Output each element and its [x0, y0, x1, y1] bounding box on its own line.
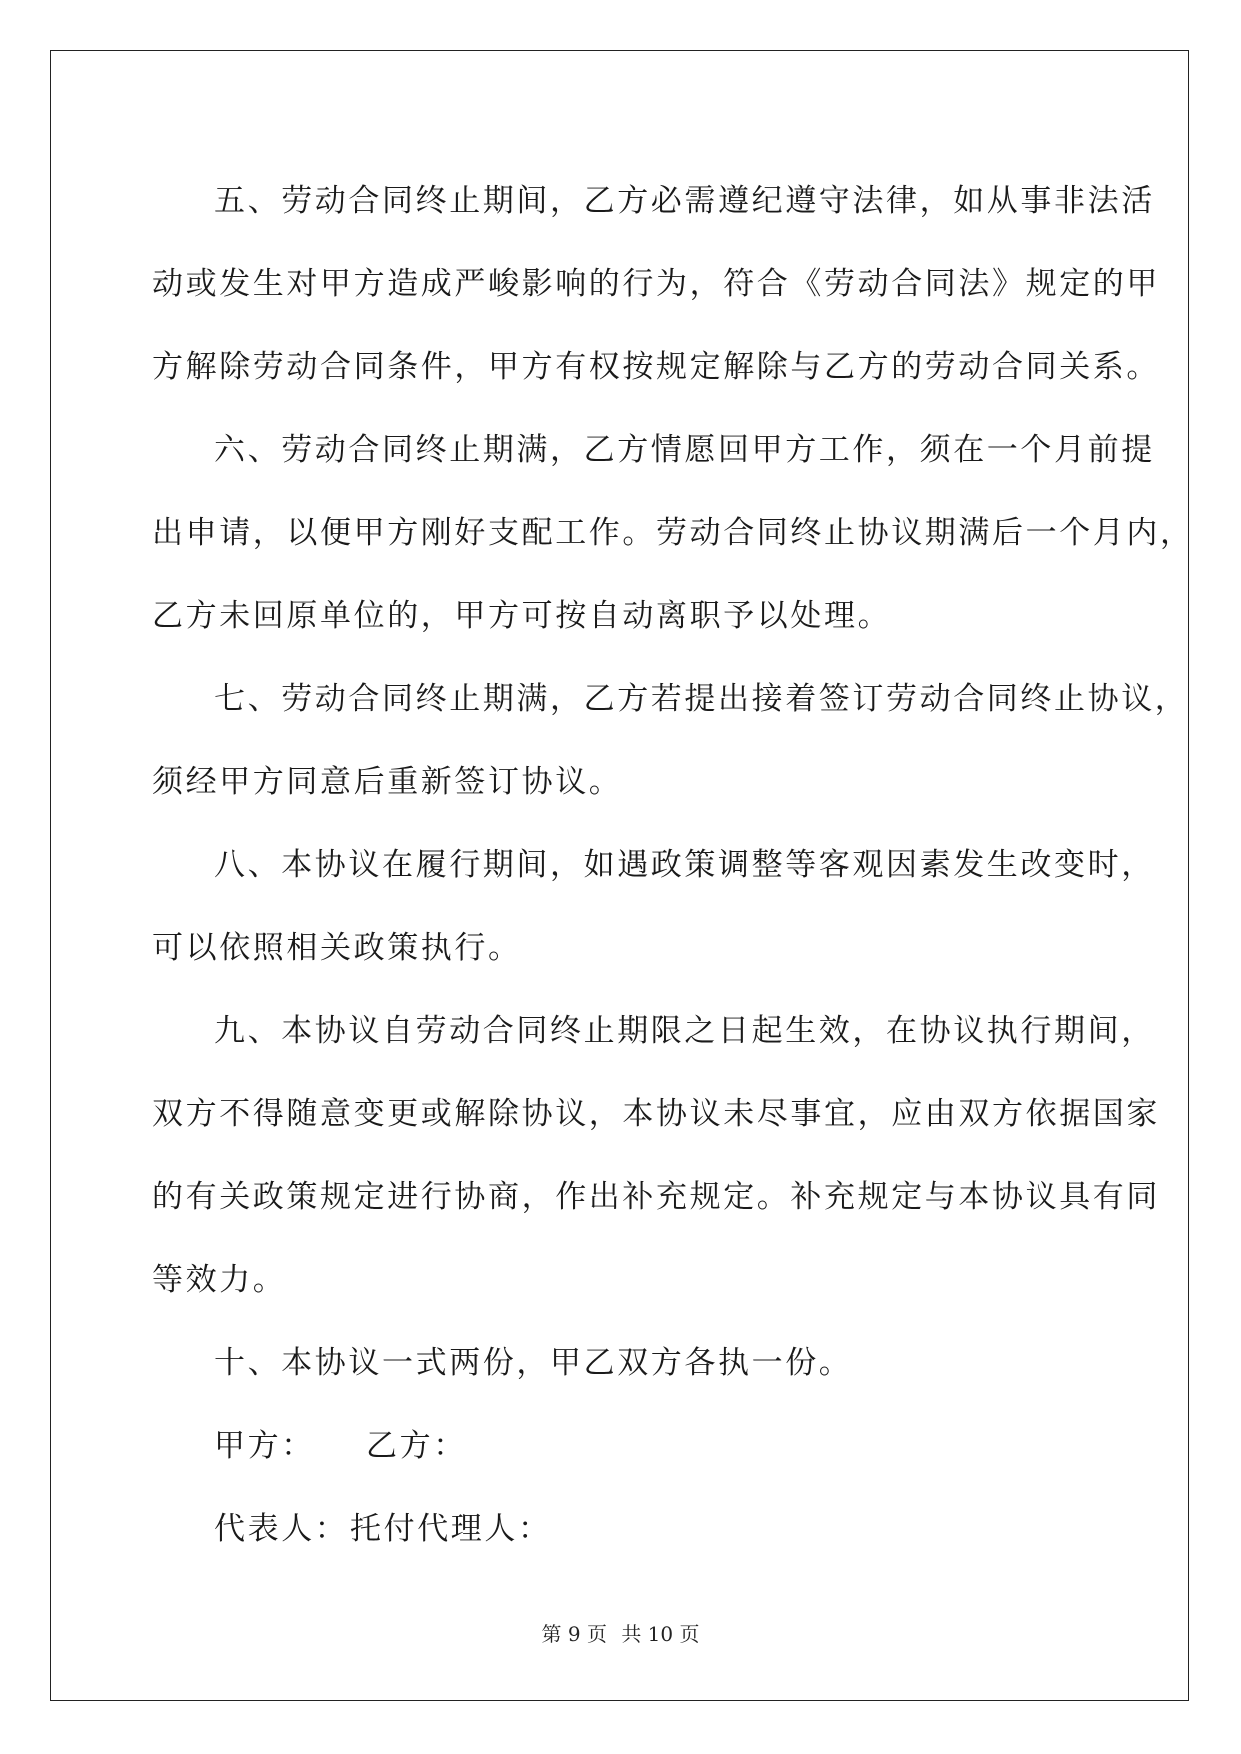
clause-10 — [152, 1322, 1092, 1405]
party-a-label: 甲方： — [214, 1428, 315, 1464]
clause-9 — [152, 990, 1160, 1322]
text-line: 九、本协议自劳动合同终止期限之日起生效，在协议执行期间， — [214, 1013, 1155, 1049]
text-line: 须经甲方同意后重新签订协议。 — [152, 764, 623, 800]
clause-7 — [152, 658, 1189, 824]
text-line: 方解除劳动合同条件，甲方有权按规定解除与乙方的劳动合同关系。 — [152, 349, 1160, 385]
text-line: 五、劳动合同终止期间，乙方必需遵纪遵守法律，如从事非法活 — [214, 183, 1155, 219]
text-line: 六、劳动合同终止期满，乙方情愿回甲方工作，须在一个月前提 — [214, 432, 1155, 468]
signature-row-parties — [152, 1405, 1092, 1488]
clause-6 — [152, 409, 1194, 658]
text-line: 双方不得随意变更或解除协议，本协议未尽事宜，应由双方依据国家 — [152, 1096, 1160, 1132]
text-line: 七、劳动合同终止期满，乙方若提出接着签订劳动合同终止协议， — [214, 681, 1189, 717]
page-total: 共 10 页 — [621, 1622, 700, 1646]
text-line: 出申请，以便甲方刚好支配工作。劳动合同终止协议期满后一个月内， — [152, 515, 1194, 551]
text-line: 乙方未回原单位的，甲方可按自动离职予以处理。 — [152, 598, 892, 634]
representative-label: 代表人： — [214, 1511, 349, 1547]
text-line: 八、本协议在履行期间，如遇政策调整等客观因素发生改变时， — [214, 847, 1155, 883]
text-line: 可以依照相关政策执行。 — [152, 930, 522, 966]
clause-5 — [152, 160, 1160, 409]
party-b-label: 乙方： — [366, 1428, 467, 1464]
text-line: 等效力。 — [152, 1262, 287, 1298]
signature-row-representatives — [152, 1488, 1092, 1571]
page-footer — [0, 1618, 1241, 1647]
page-number: 第 9 页 — [541, 1622, 607, 1646]
agent-label: 托付代理人： — [350, 1511, 552, 1547]
text-line: 的有关政策规定进行协商，作出补充规定。补充规定与本协议具有同 — [152, 1179, 1160, 1215]
text-line: 十、本协议一式两份，甲乙双方各执一份。 — [214, 1345, 853, 1381]
document-body — [152, 160, 1194, 1571]
clause-8 — [152, 824, 1155, 990]
text-line: 动或发生对甲方造成严峻影响的行为，符合《劳动合同法》规定的甲 — [152, 266, 1160, 302]
